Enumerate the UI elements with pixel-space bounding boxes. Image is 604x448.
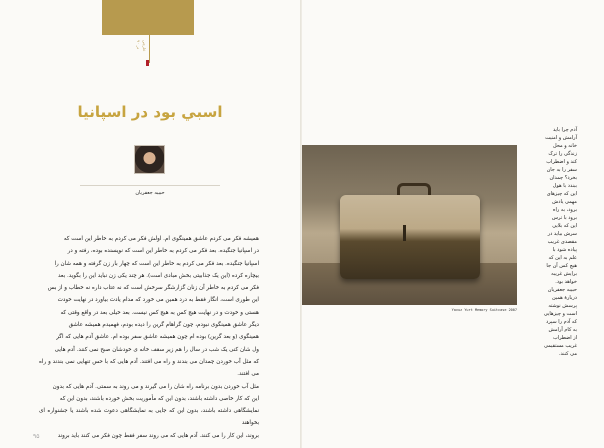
side-line: به کام آرامش	[548, 327, 577, 333]
section-marker	[146, 60, 149, 66]
side-line: بخرد؟ چمدان	[549, 175, 577, 181]
side-line: برایش غریبه	[551, 271, 577, 277]
side-line: علم به این که	[548, 255, 577, 261]
side-line: این که چیزهای	[546, 191, 577, 197]
side-line: پیاده شود با	[552, 247, 577, 253]
side-line: حبیبه جعفریان	[547, 287, 577, 293]
page-number: ۹۵	[33, 433, 40, 440]
body-line: هستی و خودت و در نهایت هیچ کس به هیچ کس نیست. بعد خیلی بعد در واقع وقتی که	[60, 309, 259, 316]
side-line: ببندد با هول	[552, 183, 577, 189]
side-line: برود با ترس	[551, 215, 577, 221]
side-line: آرامش و امنیت	[545, 135, 577, 141]
side-line: غریب مستقیمی	[543, 343, 577, 349]
body-line: مثل آب خوردن بدون برنامه راه شان را می گیرند و می روند به سمتی. آدم هایی که بدون	[52, 383, 259, 390]
side-line: این که بلایی	[552, 223, 577, 229]
body-line: فکر می کردم به خاطر آن زنان گزارشگر سرخش است که نه عتاب داره نه خطاب و از بس	[47, 285, 259, 292]
side-line: مقصدی غریب	[547, 239, 577, 245]
body-line: این که کار خاصی داشته باشند، بدون این که مأموریت بخش خورده باشند، بدون این که	[59, 395, 259, 402]
author-photo	[134, 145, 165, 174]
body-line: ول شان کنی یک شب در سال را هم زیر سقف خانه ی خودشان صبح نمی کنند. آدم هایی	[54, 346, 259, 353]
side-line: مهمی یادش	[552, 199, 577, 205]
side-line: پرسش نوشته	[548, 303, 577, 309]
side-line: کند و اضطراب	[546, 159, 577, 165]
side-line: می کنند.	[558, 351, 577, 357]
side-line: که آدم را سپرد	[545, 319, 577, 325]
article-title: اسبي بود در اسپانيا	[77, 103, 223, 121]
side-line: خواهد بود.	[555, 279, 577, 285]
side-line: از اضطراب	[553, 335, 577, 341]
side-line: هیچ کس آن جا	[546, 263, 577, 269]
side-line: است و چیزهایی	[543, 311, 577, 317]
body-line: همیشه فکر می کردم عاشق همینگوی ام. اولش فکر می کردم به خاطر این است که	[63, 236, 259, 242]
body-line: نمایشگاهی داشته باشند، بدون این که جایی به نمایشگاهی دعوت شده باشند یا جشنواره ای بخواهند	[39, 408, 259, 427]
side-line: زندگی را ترک	[548, 151, 577, 157]
side-line: برود، به راه	[552, 207, 577, 213]
body-line: در اسپانیا جنگیده. بعد فکر می کردم به خاطر این است که نویسنده بوده، رفته و در	[67, 248, 259, 255]
body-line: اسپانیا جنگیده. بعد فکر می کردم به خاطر این است که چهار بار زن گرفته و همه شان را	[54, 260, 259, 267]
side-line: سفر را به جان	[546, 167, 577, 173]
body-line: که مثل آب خوردن چمدان می بندند و راه می افتند. آدم هایی که با حس تنهایی نمی بندند و راه می افتند.	[39, 358, 259, 378]
body-line: بیچاره کرده (این یک جذابیتی بخش مبادی است). هر چند یکی زن نباید این را بگوید. بعد	[57, 272, 259, 279]
body-line: این طوری است، انگار فقط به درد همین می خورد که مدام یادت بیاورد در نهایت خودت	[57, 297, 259, 304]
side-line: خانه و محل	[553, 143, 577, 149]
author-name: حبيبه جعفريان	[135, 190, 165, 196]
body-line: دیگر عاشق همینگوی نبودم، چون گراهام گرین را دیده بودم، فهمیدم همیشه عاشق	[68, 322, 259, 329]
side-line: آدم چرا باید	[552, 127, 577, 133]
article-body	[39, 233, 259, 442]
header-gold-line	[149, 35, 150, 63]
photo-caption: Yavuz Yurt Memory Suitcase 2007	[451, 308, 517, 312]
section-label: خارجی در ۹۰	[136, 40, 147, 52]
side-line: دربارۀ همین	[551, 295, 577, 301]
suitcase	[340, 195, 480, 279]
body-line: بروند، این کار را می کنند. آدم هایی که می روند سفر فقط چون فکر می کنند باید بروند	[57, 432, 259, 439]
photo-tower	[403, 225, 406, 241]
body-line: همینگوی (و بعد گرین) بوده ام چون همیشه عاشق سفر بوده ام. عاشق آدم هایی که اگر	[56, 334, 259, 341]
header-gold-block	[102, 0, 194, 35]
suitcase-photo	[302, 145, 517, 305]
side-line: سرش بیاید در	[547, 231, 577, 237]
divider	[80, 185, 220, 186]
pull-quote	[525, 126, 577, 358]
